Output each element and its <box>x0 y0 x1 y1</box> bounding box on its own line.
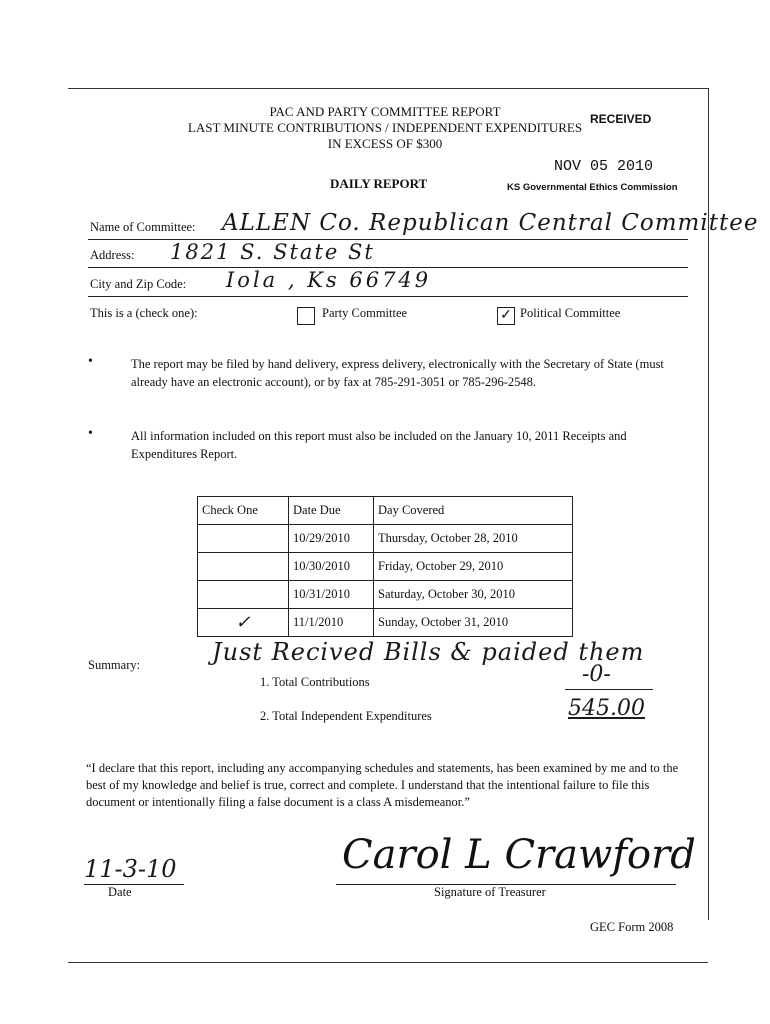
agency-stamp: KS Governmental Ethics Commission <box>507 182 678 193</box>
inclusion-note: All information included on this report must also be included on the January 10, 2011 Receipts and Expenditures Report. <box>131 429 627 461</box>
committee-label: Name of Committee: <box>90 220 196 234</box>
report-subtitle: LAST MINUTE CONTRIBUTIONS / INDEPENDENT EXPENDITURES <box>187 120 583 135</box>
party-committee-checkbox[interactable] <box>297 307 315 325</box>
row-date-due: 11/1/2010 <box>289 609 374 637</box>
col-day-covered: Day Covered <box>374 497 573 525</box>
report-period-table <box>197 496 573 637</box>
total-contributions-value: -0- <box>582 662 611 687</box>
row-date-due: 10/29/2010 <box>289 525 374 553</box>
col-date-due: Date Due <box>289 497 374 525</box>
report-threshold: IN EXCESS OF $300 <box>327 136 443 151</box>
filing-note: The report may be filed by hand delivery, express delivery, electronically with the Secretary of State (must already have an electronic account), or by fax at 785-291-3051 or 785-296-2548. <box>131 357 664 389</box>
form-number: GEC Form 2008 <box>590 920 674 934</box>
table-row <box>198 581 573 609</box>
col-check-one: Check One <box>198 497 289 525</box>
total-expenditures-value: 545.00 <box>568 696 645 721</box>
received-date-stamp: NOV 05 2010 <box>554 158 654 175</box>
received-stamp: RECEIVED <box>590 112 652 126</box>
city-zip-line <box>88 296 688 297</box>
party-committee-label: Party Committee <box>322 306 408 320</box>
address-label: Address: <box>90 248 135 262</box>
table-row <box>198 553 573 581</box>
bullet-2: • <box>88 426 93 441</box>
summary-handwritten-note: Just Recived Bills & paided them <box>212 638 645 666</box>
table-header-row <box>198 497 573 525</box>
total-contributions-line <box>565 689 653 690</box>
table-row <box>198 609 573 637</box>
address-value: 1821 S. State St <box>170 240 375 264</box>
declaration-text: “I declare that this report, including any accompanying schedules and statements, has been examined by me and to the best of my knowledge and belief is true, correct and complete. I understand that the intentional failure to file this document or intentionally filing a false document is a class A misdemeanor.” <box>86 761 679 809</box>
row-date-due: 10/30/2010 <box>289 553 374 581</box>
row-day-covered: Sunday, October 31, 2010 <box>374 609 573 637</box>
frame-bottom-rule <box>68 962 708 963</box>
city-zip-label: City and Zip Code: <box>90 277 187 291</box>
treasurer-signature: Carol L Crawford <box>342 832 696 878</box>
committee-value: ALLEN Co. Republican Central Committee <box>222 210 759 236</box>
row-check-cell[interactable]: ✓ <box>198 609 289 637</box>
date-value: 11-3-10 <box>84 855 177 883</box>
row-check-cell[interactable] <box>198 553 289 581</box>
daily-report-label: DAILY REPORT <box>330 176 428 191</box>
row-check-cell[interactable] <box>198 525 289 553</box>
city-zip-value: Iola , Ks 66749 <box>226 268 432 292</box>
row-date-due: 10/31/2010 <box>289 581 374 609</box>
row-day-covered: Friday, October 29, 2010 <box>374 553 573 581</box>
signature-label: Signature of Treasurer <box>434 885 546 899</box>
total-contributions-label: 1. Total Contributions <box>260 675 370 689</box>
total-expenditures-label: 2. Total Independent Expenditures <box>260 709 432 723</box>
row-day-covered: Saturday, October 30, 2010 <box>374 581 573 609</box>
check-one-label: This is a (check one): <box>90 306 198 320</box>
date-label: Date <box>108 885 132 899</box>
report-title: PAC AND PARTY COMMITTEE REPORT <box>269 104 501 119</box>
row-day-covered: Thursday, October 28, 2010 <box>374 525 573 553</box>
row-check-cell[interactable] <box>198 581 289 609</box>
political-committee-checkbox[interactable]: ✓ <box>497 307 515 325</box>
table-row <box>198 525 573 553</box>
bullet-1: • <box>88 354 93 369</box>
political-committee-label: Political Committee <box>520 306 621 320</box>
summary-label: Summary: <box>88 658 141 672</box>
frame-top-rule <box>68 88 708 89</box>
date-line <box>84 884 184 885</box>
